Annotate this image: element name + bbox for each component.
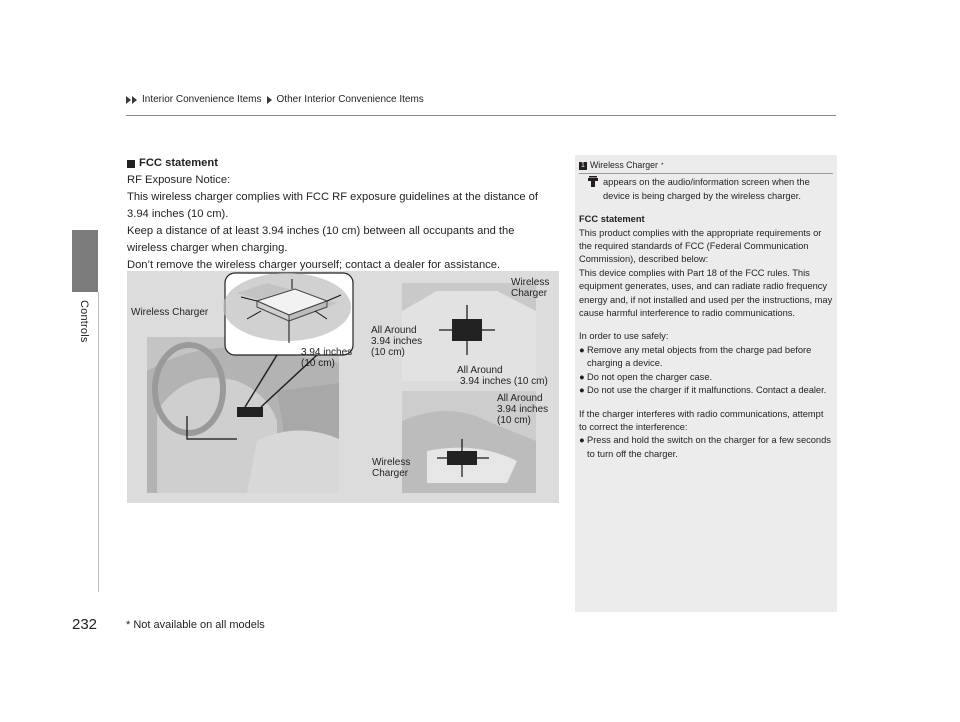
sidebar-title-divider (579, 173, 833, 174)
fcc-title: FCC statement (579, 214, 645, 225)
label-distance: 3.94 inches (10 cm) (301, 347, 353, 369)
sidebar-note (575, 155, 837, 612)
section-tab-label: Controls (78, 300, 90, 343)
label-wireless-charger: Wireless Charger (511, 277, 550, 299)
fcc-text: This product complies with the appropriate requirements or the required standards of FCC (Federal Communication Commission), described below: (579, 227, 822, 265)
charger-illustration (127, 271, 559, 503)
paragraph: This wireless charger complies with FCC RF exposure guidelines at the distance of 3.94 inches (10 cm). (127, 191, 539, 220)
label-all-around: All Around 3.94 inches (10 cm) (497, 393, 549, 426)
phone-charging-icon (587, 176, 599, 203)
section-heading (127, 155, 557, 172)
list-item: ● Remove any metal objects from the charge pad before charging a device. (579, 344, 812, 369)
main-content (127, 155, 557, 274)
label-all-around: All Around 3.94 inches (10 cm) (457, 365, 548, 387)
list-item: ● Press and hold the switch on the charger for a few seconds to turn off the charger. (579, 435, 831, 459)
sidebar-title-text: Wireless Charger (590, 160, 658, 170)
note-number-badge: 1 (579, 162, 587, 170)
header-divider (126, 115, 836, 116)
breadcrumb-item-interior[interactable]: Interior Convenience Items (142, 94, 262, 105)
fcc-block (579, 213, 833, 320)
list-item: ● Do not open the charger case. (579, 371, 713, 382)
footnote: * Not available on all models (126, 619, 265, 631)
not-all-models-mark: * (660, 162, 664, 169)
safety-title: In order to use safely: (579, 331, 669, 342)
breadcrumb-item-other[interactable]: Other Interior Convenience Items (276, 94, 424, 105)
interference-text: If the charger interferes with radio communications, attempt to correct the interference: (579, 408, 824, 432)
page-number: 232 (72, 616, 98, 633)
sidebar-title (579, 159, 833, 172)
breadcrumb-arrow-icon (126, 96, 137, 104)
breadcrumb (126, 94, 424, 105)
paragraph: RF Exposure Notice: (127, 174, 231, 186)
fcc-text: This device complies with Part 18 of the FCC rules. This equipment generates, uses, and can radiate radio frequency energy and, if not installed and used per the instructions, may cause harmful interference to radio communications. (579, 267, 833, 319)
interference-block (579, 408, 833, 462)
side-divider (98, 292, 99, 592)
list-item: ● Do not use the charger if it malfunctions. Contact a dealer. (579, 385, 827, 396)
paragraph: Keep a distance of at least 3.94 inches (10 cm) between all occupants and the wireless charger when charging. (127, 225, 515, 254)
label-all-around: All Around 3.94 inches (10 cm) (371, 325, 423, 358)
breadcrumb-arrow-icon (267, 96, 272, 104)
section-tab (72, 230, 98, 292)
square-bullet-icon (127, 160, 135, 168)
paragraph: Don’t remove the wireless charger yourself; contact a dealer for assistance. (127, 259, 501, 271)
safety-block (579, 330, 833, 397)
illustration-graphic (127, 271, 559, 503)
label-wireless-charger: Wireless Charger (372, 457, 411, 479)
sidebar-intro: appears on the audio/information screen when the device is being charged by the wireless charger. (579, 176, 833, 203)
label-wireless-charger: Wireless Charger (131, 307, 209, 318)
section-title: FCC statement (139, 157, 218, 169)
